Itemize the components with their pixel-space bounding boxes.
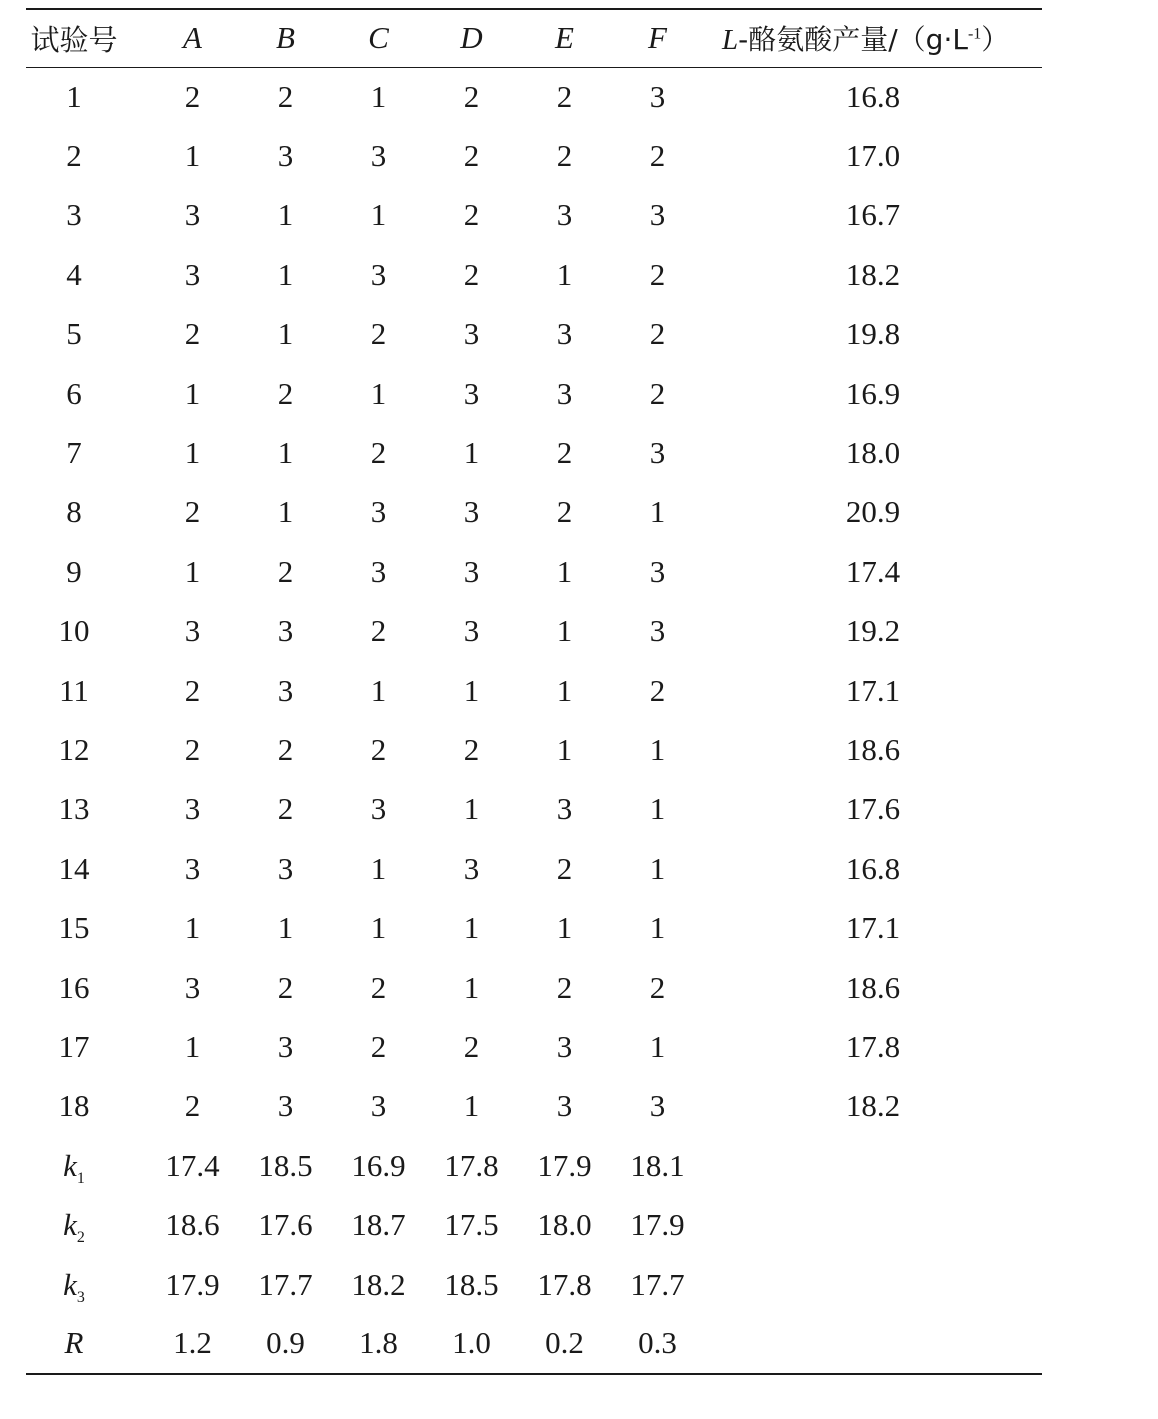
factor-level-cell: 2 <box>184 78 201 114</box>
factor-level-cell: 1 <box>370 672 387 708</box>
factor-level-cell: 1 <box>463 791 480 827</box>
stat-label-cell <box>26 1314 146 1373</box>
header-factor-b: B <box>276 20 295 56</box>
factor-level-cell: 2 <box>277 375 294 411</box>
factor-level-cell: 2 <box>370 613 387 649</box>
factor-level-cell: 2 <box>184 316 201 352</box>
run-number-cell: 2 <box>66 138 82 174</box>
factor-level-cell: 2 <box>649 256 666 292</box>
run-number-cell: 3 <box>66 197 82 233</box>
stat-label-subscript: 1 <box>76 1169 85 1187</box>
factor-level-cell: 1 <box>370 78 387 114</box>
stat-value-cell: 18.6 <box>165 1207 220 1243</box>
factor-level-cell: 3 <box>370 256 387 292</box>
factor-level-cell: 3 <box>649 78 666 114</box>
run-number-cell: 16 <box>58 969 90 1005</box>
header-factor-c: C <box>368 20 389 56</box>
table-row <box>26 661 1042 720</box>
run-number-cell: 5 <box>66 316 82 352</box>
empty-yield-cell <box>704 1314 1042 1373</box>
factor-level-cell: 2 <box>463 78 480 114</box>
factor-level-cell: 1 <box>649 850 666 886</box>
stat-value-cell: 17.8 <box>444 1147 499 1183</box>
stat-value-cell: 17.9 <box>165 1266 220 1302</box>
factor-level-cell: 1 <box>370 197 387 233</box>
yield-cell: 18.2 <box>845 1088 901 1124</box>
header-yield-text: -酪氨酸产量/（g·L <box>738 23 968 57</box>
factor-level-cell: 3 <box>556 375 573 411</box>
table-row <box>26 364 1042 423</box>
factor-level-cell: 3 <box>556 197 573 233</box>
factor-level-cell: 2 <box>556 78 573 114</box>
factor-level-cell: 2 <box>649 316 666 352</box>
table-body <box>26 67 1042 1374</box>
factor-level-cell: 2 <box>184 731 201 767</box>
stat-value-cell: 1.0 <box>452 1325 491 1361</box>
stat-value-cell: 17.6 <box>258 1207 313 1243</box>
factor-level-cell: 3 <box>463 553 480 589</box>
factor-level-cell: 3 <box>277 850 294 886</box>
factor-level-cell: 2 <box>277 78 294 114</box>
factor-level-cell: 3 <box>556 316 573 352</box>
factor-level-cell: 1 <box>556 672 573 708</box>
factor-level-cell: 2 <box>370 731 387 767</box>
factor-level-cell: 1 <box>277 316 294 352</box>
factor-level-cell: 1 <box>184 1028 201 1064</box>
empty-yield-cell <box>704 1195 1042 1254</box>
header-factor-e: E <box>555 20 574 56</box>
factor-level-cell: 1 <box>649 494 666 530</box>
stat-value-cell: 18.7 <box>351 1207 406 1243</box>
factor-level-cell: 2 <box>277 553 294 589</box>
table-row <box>26 126 1042 185</box>
stat-row <box>26 1136 1042 1195</box>
yield-cell: 16.7 <box>845 197 901 233</box>
factor-level-cell: 2 <box>649 672 666 708</box>
stat-value-cell: 18.5 <box>258 1147 313 1183</box>
factor-level-cell: 1 <box>556 910 573 946</box>
stat-value-cell: 17.7 <box>258 1266 313 1302</box>
factor-level-cell: 1 <box>370 375 387 411</box>
factor-level-cell: 1 <box>184 553 201 589</box>
stat-label-cell <box>26 1255 146 1314</box>
table-header <box>26 9 1042 67</box>
factor-level-cell: 2 <box>184 1088 201 1124</box>
run-number-cell: 18 <box>58 1088 90 1124</box>
factor-level-cell: 1 <box>463 969 480 1005</box>
stat-row <box>26 1314 1042 1373</box>
factor-level-cell: 3 <box>277 672 294 708</box>
stat-value-cell: 17.8 <box>537 1266 592 1302</box>
factor-level-cell: 3 <box>184 256 201 292</box>
table-row <box>26 602 1042 661</box>
stat-label-cell <box>26 1136 146 1195</box>
table-row <box>26 839 1042 898</box>
factor-level-cell: 1 <box>277 256 294 292</box>
factor-level-cell: 2 <box>649 969 666 1005</box>
run-number-cell: 9 <box>66 553 82 589</box>
run-number-cell: 11 <box>59 672 89 708</box>
factor-level-cell: 3 <box>463 850 480 886</box>
factor-level-cell: 1 <box>463 910 480 946</box>
stat-value-cell: 17.9 <box>537 1147 592 1183</box>
yield-cell: 17.0 <box>845 138 901 174</box>
factor-level-cell: 3 <box>277 1028 294 1064</box>
run-number-cell: 15 <box>58 910 90 946</box>
yield-cell: 18.0 <box>845 435 901 471</box>
factor-level-cell: 3 <box>556 1088 573 1124</box>
factor-level-cell: 3 <box>370 791 387 827</box>
factor-level-cell: 1 <box>556 553 573 589</box>
factor-level-cell: 2 <box>556 138 573 174</box>
stat-value-cell: 17.9 <box>630 1207 685 1243</box>
factor-level-cell: 1 <box>649 910 666 946</box>
factor-level-cell: 3 <box>556 1028 573 1064</box>
table-row <box>26 542 1042 601</box>
table-row <box>26 958 1042 1017</box>
header-yield-suffix: ） <box>981 23 1010 57</box>
orthogonal-test-table-container <box>26 8 1042 1375</box>
run-number-cell: 7 <box>66 435 82 471</box>
factor-level-cell: 2 <box>649 375 666 411</box>
run-number-cell: 8 <box>66 494 82 530</box>
stat-value-cell: 18.5 <box>444 1266 499 1302</box>
stat-value-cell: 18.0 <box>537 1207 592 1243</box>
factor-level-cell: 2 <box>463 1028 480 1064</box>
factor-level-cell: 1 <box>277 197 294 233</box>
factor-level-cell: 3 <box>277 138 294 174</box>
factor-level-cell: 2 <box>649 138 666 174</box>
factor-level-cell: 2 <box>463 197 480 233</box>
header-run-number: 试验号 <box>30 22 118 57</box>
factor-level-cell: 1 <box>184 435 201 471</box>
yield-cell: 17.1 <box>845 672 901 708</box>
stat-label-text: k <box>63 1207 77 1243</box>
table-row <box>26 1017 1042 1076</box>
stat-value-cell: 0.3 <box>638 1325 677 1361</box>
yield-cell: 17.6 <box>845 791 901 827</box>
header-factor-f: F <box>648 20 667 56</box>
header-factor-a: A <box>183 20 202 56</box>
factor-level-cell: 1 <box>556 731 573 767</box>
factor-level-cell: 3 <box>649 435 666 471</box>
factor-level-cell: 2 <box>277 969 294 1005</box>
factor-level-cell: 3 <box>184 969 201 1005</box>
stat-value-cell: 18.2 <box>351 1266 406 1302</box>
factor-level-cell: 3 <box>184 791 201 827</box>
factor-level-cell: 3 <box>556 791 573 827</box>
run-number-cell: 6 <box>66 375 82 411</box>
stat-label-text: k <box>63 1147 77 1183</box>
factor-level-cell: 2 <box>370 435 387 471</box>
factor-level-cell: 1 <box>556 613 573 649</box>
factor-level-cell: 1 <box>649 731 666 767</box>
yield-cell: 19.2 <box>845 613 901 649</box>
factor-level-cell: 2 <box>184 494 201 530</box>
run-number-cell: 1 <box>66 78 82 114</box>
yield-cell: 16.8 <box>845 850 901 886</box>
stat-label-subscript: 3 <box>76 1288 85 1306</box>
yield-cell: 18.6 <box>845 969 901 1005</box>
yield-cell: 17.1 <box>845 910 901 946</box>
factor-level-cell: 2 <box>463 731 480 767</box>
stat-row <box>26 1195 1042 1254</box>
factor-level-cell: 1 <box>184 375 201 411</box>
stat-value-cell: 1.8 <box>359 1325 398 1361</box>
factor-level-cell: 3 <box>463 316 480 352</box>
factor-level-cell: 3 <box>463 613 480 649</box>
factor-level-cell: 1 <box>463 435 480 471</box>
table-row <box>26 245 1042 304</box>
factor-level-cell: 3 <box>370 138 387 174</box>
yield-cell: 16.8 <box>845 78 901 114</box>
factor-level-cell: 1 <box>184 910 201 946</box>
header-yield-prefix: L <box>722 24 739 57</box>
factor-level-cell: 3 <box>370 1088 387 1124</box>
factor-level-cell: 3 <box>184 613 201 649</box>
factor-level-cell: 3 <box>649 1088 666 1124</box>
factor-level-cell: 3 <box>370 494 387 530</box>
run-number-cell: 17 <box>58 1028 90 1064</box>
header-factor-d: D <box>460 20 483 56</box>
factor-level-cell: 2 <box>277 791 294 827</box>
table-row <box>26 1077 1042 1136</box>
factor-level-cell: 3 <box>184 197 201 233</box>
stat-value-cell: 17.7 <box>630 1266 685 1302</box>
table-row <box>26 483 1042 542</box>
factor-level-cell: 1 <box>463 1088 480 1124</box>
table-row <box>26 720 1042 779</box>
factor-level-cell: 1 <box>184 138 201 174</box>
run-number-cell: 13 <box>58 791 90 827</box>
table-row <box>26 780 1042 839</box>
run-number-cell: 12 <box>58 731 90 767</box>
yield-cell: 17.8 <box>845 1028 901 1064</box>
factor-level-cell: 2 <box>370 316 387 352</box>
header-row <box>26 9 1042 67</box>
table-row <box>26 423 1042 482</box>
factor-level-cell: 1 <box>370 910 387 946</box>
stat-label-cell <box>26 1195 146 1254</box>
run-number-cell: 4 <box>66 256 82 292</box>
factor-level-cell: 1 <box>556 256 573 292</box>
stat-value-cell: 18.1 <box>630 1147 685 1183</box>
stat-label-text: R <box>64 1325 84 1361</box>
table-row <box>26 305 1042 364</box>
stat-value-cell: 0.2 <box>545 1325 584 1361</box>
stat-value-cell: 16.9 <box>351 1147 406 1183</box>
orthogonal-test-table <box>26 8 1042 1375</box>
factor-level-cell: 1 <box>277 494 294 530</box>
factor-level-cell: 3 <box>649 613 666 649</box>
factor-level-cell: 1 <box>370 850 387 886</box>
factor-level-cell: 2 <box>277 731 294 767</box>
factor-level-cell: 1 <box>277 910 294 946</box>
factor-level-cell: 2 <box>556 494 573 530</box>
factor-level-cell: 2 <box>463 138 480 174</box>
stat-value-cell: 17.4 <box>165 1147 220 1183</box>
yield-cell: 16.9 <box>845 375 901 411</box>
stat-value-cell: 0.9 <box>266 1325 305 1361</box>
factor-level-cell: 2 <box>556 850 573 886</box>
factor-level-cell: 2 <box>556 969 573 1005</box>
stat-label-text: k <box>63 1266 77 1302</box>
stat-row <box>26 1255 1042 1314</box>
factor-level-cell: 3 <box>277 613 294 649</box>
factor-level-cell: 2 <box>556 435 573 471</box>
factor-level-cell: 2 <box>463 256 480 292</box>
factor-level-cell: 3 <box>649 553 666 589</box>
factor-level-cell: 3 <box>463 375 480 411</box>
empty-yield-cell <box>704 1255 1042 1314</box>
stat-label-subscript: 2 <box>76 1229 85 1247</box>
factor-level-cell: 3 <box>184 850 201 886</box>
factor-level-cell: 3 <box>463 494 480 530</box>
factor-level-cell: 1 <box>277 435 294 471</box>
yield-cell: 18.2 <box>845 256 901 292</box>
yield-cell: 17.4 <box>845 553 901 589</box>
factor-level-cell: 3 <box>649 197 666 233</box>
empty-yield-cell <box>704 1136 1042 1195</box>
factor-level-cell: 1 <box>463 672 480 708</box>
table-row <box>26 67 1042 126</box>
run-number-cell: 10 <box>58 613 90 649</box>
table-row <box>26 898 1042 957</box>
stat-value-cell: 1.2 <box>173 1325 212 1361</box>
run-number-cell: 14 <box>58 850 90 886</box>
factor-level-cell: 2 <box>184 672 201 708</box>
yield-cell: 20.9 <box>845 494 901 530</box>
yield-cell: 18.6 <box>845 731 901 767</box>
yield-cell: 19.8 <box>845 316 901 352</box>
factor-level-cell: 1 <box>649 791 666 827</box>
table-row <box>26 186 1042 245</box>
header-yield-exponent: -1 <box>967 25 982 43</box>
factor-level-cell: 3 <box>370 553 387 589</box>
factor-level-cell: 1 <box>649 1028 666 1064</box>
header-yield <box>704 9 1042 67</box>
factor-level-cell: 3 <box>277 1088 294 1124</box>
stat-value-cell: 17.5 <box>444 1207 499 1243</box>
factor-level-cell: 2 <box>370 1028 387 1064</box>
factor-level-cell: 2 <box>370 969 387 1005</box>
